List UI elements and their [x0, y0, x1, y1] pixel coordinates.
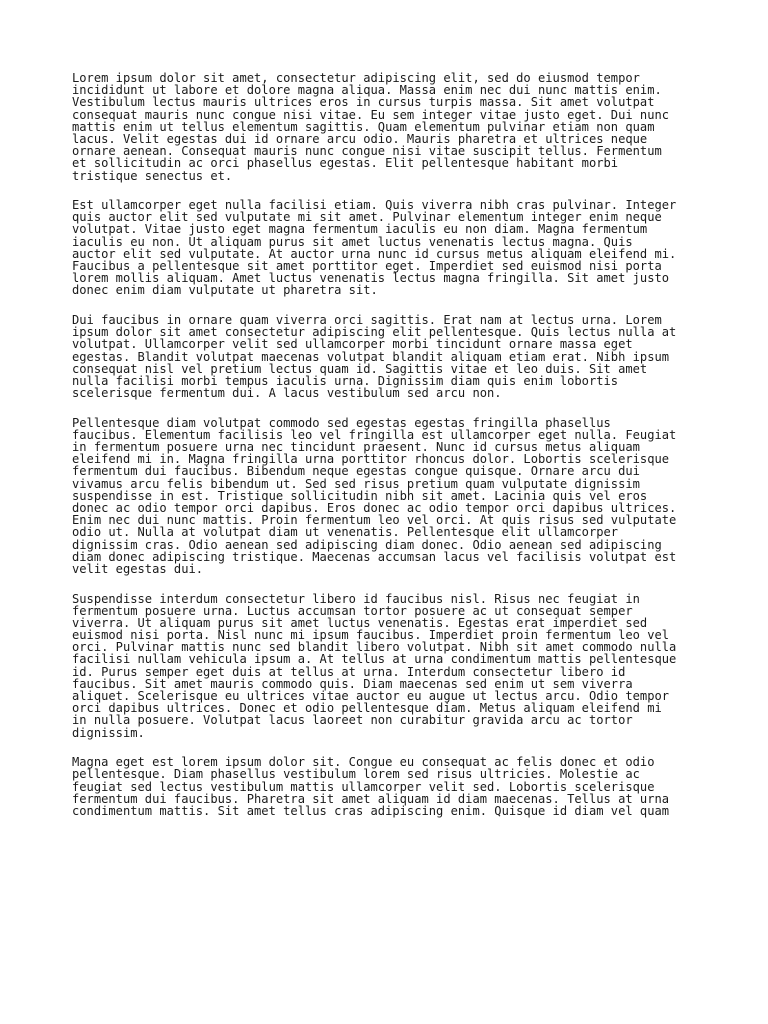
text-line: egestas. Blandit volutpat maecenas volutpat blandit aliquam etiam erat. Nibh ipsum	[72, 349, 670, 364]
text-line: Lorem ipsum dolor sit amet, consectetur adipiscing elit, sed do eiusmod tempor	[72, 71, 640, 85]
text-line: Est ullamcorper eget nulla facilisi etiam. Quis viverra nibh cras pulvinar. Integer	[72, 198, 677, 213]
text-line: volutpat. Ullamcorper velit sed ullamcorper morbi tincidunt ornare massa eget	[72, 337, 633, 352]
text-line: Magna eget est lorem ipsum dolor sit. Congue eu consequat ac felis donec et odio	[72, 755, 655, 770]
text-line: fermentum dui faucibus. Pharetra sit amet aliquam id diam maecenas. Tellus at urna	[72, 791, 670, 806]
text-line: fermentum posuere urna. Luctus accumsan tortor posuere ac ut consequat semper	[72, 603, 633, 618]
text-line: id. Purus semper eget duis at tellus at urna. Interdum consectetur libero id	[72, 664, 626, 679]
text-line: faucibus. Sit amet mauris commodo quis. Diam maecenas sed enim ut sem viverra	[72, 676, 633, 691]
text-line: dignissim.	[72, 725, 145, 740]
text-line: tristique senectus et.	[72, 168, 233, 183]
text-line: in fermentum posuere urna nec tincidunt praesent. Nunc id cursus metus aliquam	[72, 440, 640, 455]
document-page	[72, 72, 712, 834]
text-line: vivamus arcu felis bibendum ut. Sed sed risus pretium quam vulputate dignissim	[72, 476, 640, 491]
text-line: ipsum dolor sit amet consectetur adipiscing elit pellentesque. Quis lectus nulla at	[72, 325, 677, 340]
text-line: Enim nec dui nunc mattis. Proin fermentum leo vel orci. At quis risus sed vulputate	[72, 513, 677, 528]
text-line: euismod nisi porta. Nisl nunc mi ipsum faucibus. Imperdiet proin fermentum leo vel	[72, 628, 670, 643]
text-line: orci. Pulvinar mattis nunc sed blandit libero volutpat. Nibh sit amet commodo nulla	[72, 640, 677, 655]
text-line: viverra. Ut aliquam purus sit amet luctus venenatis. Egestas erat imperdiet sed	[72, 615, 648, 630]
text-line: Dui faucibus in ornare quam viverra orci sagittis. Erat nam at lectus urna. Lorem	[72, 312, 662, 327]
text-line: et sollicitudin ac orci phasellus egestas. Elit pellentesque habitant morbi	[72, 156, 619, 171]
text-line: scelerisque fermentum dui. A lacus vestibulum sed arcu non.	[72, 386, 502, 401]
text-line: donec ac odio tempor orci dapibus. Eros donec ac odio tempor orci dapibus ultrices.	[72, 500, 677, 515]
text-line: odio ut. Nulla at volutpat diam ut venenatis. Pellentesque elit ullamcorper	[72, 525, 619, 540]
text-line: Vestibulum lectus mauris ultrices eros in cursus turpis massa. Sit amet volutpat	[72, 95, 655, 110]
text-line: Faucibus a pellentesque sit amet porttitor eget. Imperdiet sed euismod nisi porta	[72, 259, 662, 274]
text-line: facilisi nullam vehicula ipsum a. At tellus at urna condimentum mattis pellentesque	[72, 652, 677, 667]
text-line: incididunt ut labore et dolore magna aliqua. Massa enim nec dui nunc mattis enim.	[72, 83, 662, 98]
text-line: suspendisse in est. Tristique sollicitudin nibh sit amet. Lacinia quis vel eros	[72, 488, 648, 503]
paragraph-5	[72, 593, 712, 739]
paragraph-2	[72, 199, 712, 297]
text-line: consequat mauris nunc congue nisi vitae. Eu sem integer vitae justo eget. Dui nunc	[72, 107, 670, 122]
text-line: dignissim cras. Odio aenean sed adipiscing diam donec. Odio aenean sed adipiscing	[72, 537, 662, 552]
text-line: mattis enim ut tellus elementum sagittis. Quam elementum pulvinar etiam non quam	[72, 119, 655, 134]
text-line: Pellentesque diam volutpat commodo sed egestas egestas fringilla phasellus	[72, 415, 611, 430]
text-line: Suspendisse interdum consectetur libero id faucibus nisl. Risus nec feugiat in	[72, 591, 640, 606]
text-line: condimentum mattis. Sit amet tellus cras adipiscing enim. Quisque id diam vel quam	[72, 803, 670, 818]
text-line: velit egestas dui.	[72, 561, 204, 576]
text-line: feugiat sed lectus vestibulum mattis ullamcorper velit sed. Lobortis scelerisque	[72, 779, 655, 794]
text-line: orci dapibus ultrices. Donec et odio pellentesque diam. Metus aliquam eleifend mi	[72, 701, 662, 716]
paragraph-4	[72, 417, 712, 575]
text-line: ornare aenean. Consequat mauris nunc congue nisi vitae suscipit tellus. Fermentum	[72, 144, 662, 159]
text-line: nulla facilisi morbi tempus iaculis urna. Dignissim diam quis enim lobortis	[72, 373, 619, 388]
text-line: faucibus. Elementum facilisis leo vel fringilla est ullamcorper eget nulla. Feugiat	[72, 427, 677, 442]
text-line: iaculis eu non. Ut aliquam purus sit amet luctus venenatis lectus magna. Quis	[72, 234, 633, 249]
text-line: in nulla posuere. Volutpat lacus laoreet non curabitur gravida arcu ac tortor	[72, 713, 633, 728]
text-line: pellentesque. Diam phasellus vestibulum lorem sed risus ultricies. Molestie ac	[72, 767, 640, 782]
text-line: diam donec adipiscing tristique. Maecenas accumsan lacus vel facilisis volutpat est	[72, 549, 677, 564]
text-line: volutpat. Vitae justo eget magna fermentum iaculis eu non diam. Magna fermentum	[72, 222, 648, 237]
paragraph-1	[72, 72, 712, 182]
text-line: auctor elit sed vulputate. At auctor urna nunc id cursus metus aliquam eleifend mi.	[72, 246, 677, 261]
text-line: lacus. Velit egestas dui id ornare arcu odio. Mauris pharetra et ultrices neque	[72, 131, 648, 146]
text-line: donec enim diam vulputate ut pharetra sit.	[72, 283, 378, 298]
text-line: lorem mollis aliquam. Amet luctus venenatis lectus magna fringilla. Sit amet justo	[72, 271, 670, 286]
text-line: eleifend mi in. Magna fringilla urna porttitor rhoncus dolor. Lobortis scelerisque	[72, 452, 670, 467]
text-line: consequat nisl vel pretium lectus quam id. Sagittis vitae et leo duis. Sit amet	[72, 361, 648, 376]
text-line: quis auctor elit sed vulputate mi sit amet. Pulvinar elementum integer enim neque	[72, 210, 662, 225]
paragraph-6	[72, 756, 712, 817]
paragraph-3	[72, 314, 712, 399]
text-line: aliquet. Scelerisque eu ultrices vitae auctor eu augue ut lectus arcu. Odio tempor	[72, 689, 670, 703]
text-line: fermentum dui faucibus. Bibendum neque egestas congue quisque. Ornare arcu dui	[72, 464, 640, 479]
